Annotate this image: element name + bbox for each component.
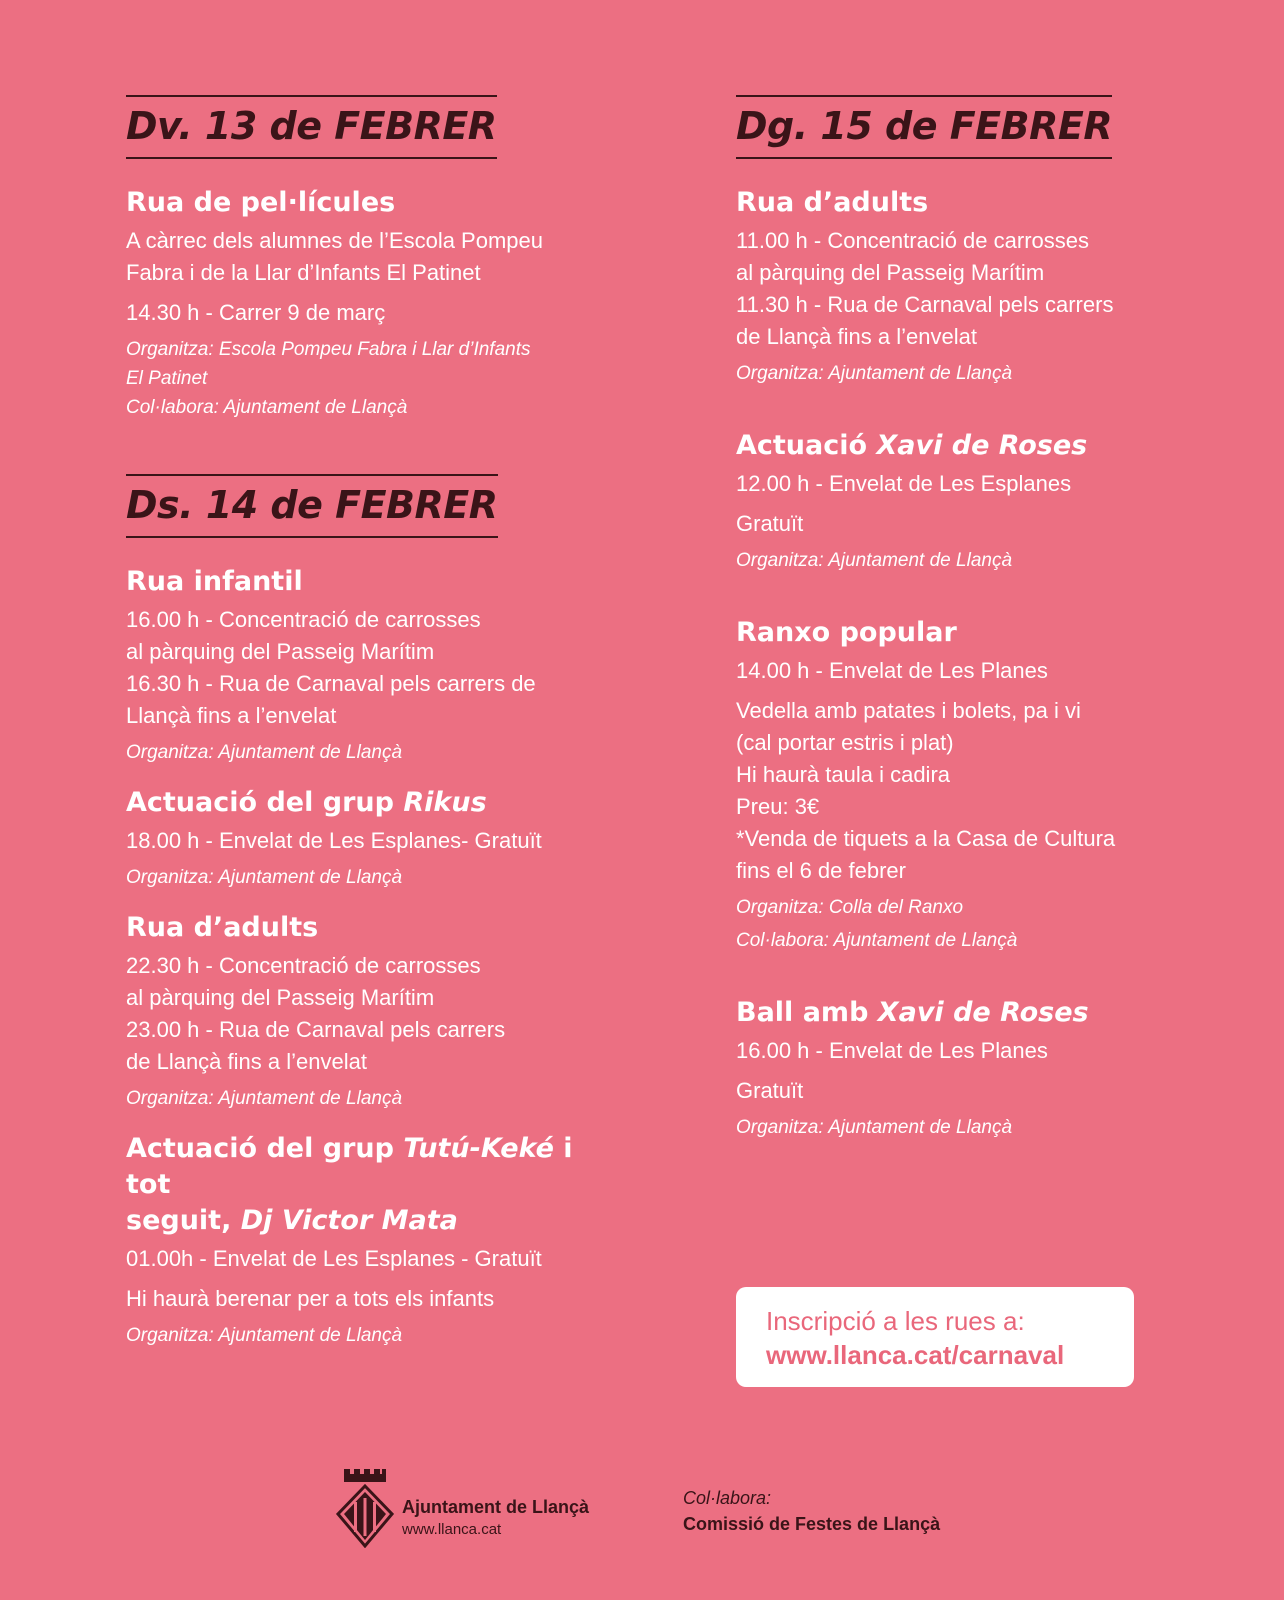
event-price: Preu: 3€ [736, 794, 820, 819]
event-organizer: Organitza: Ajuntament de Llançà [736, 363, 1013, 384]
event-line: Vedella amb patates i bolets, pa i vi [736, 698, 1081, 723]
event-organizer: Organitza: Ajuntament de Llançà [736, 1117, 1013, 1138]
event-title-name: Xavi de Roses [876, 430, 1088, 461]
footer-organization-name: Ajuntament de Llançà [402, 1497, 590, 1517]
event-line: 16.00 h - Envelat de Les Planes [736, 1038, 1048, 1063]
event-rua-infantil [126, 564, 626, 767]
coat-of-arms-icon [336, 1468, 394, 1548]
event-organizer: Organitza: Ajuntament de Llançà [126, 867, 403, 888]
registration-banner [736, 1287, 1134, 1387]
footer-collaborator-label: Col·labora: [683, 1488, 772, 1508]
event-title [736, 995, 1236, 1031]
event-ball-xavi-de-roses [736, 995, 1236, 1142]
event-title: Rua infantil [126, 566, 303, 597]
event-collaborator: Col·labora: Ajuntament de Llançà [736, 930, 1018, 951]
event-line: 18.00 h - Envelat de Les Esplanes- Gratuït [126, 828, 542, 853]
event-line: 11.00 h - Concentració de carrosses [736, 228, 1089, 253]
event-title-text: Actuació [736, 430, 877, 461]
event-line: de Llançà fins a l’envelat [126, 1049, 367, 1074]
event-xavi-de-roses-actuacio [736, 428, 1236, 575]
event-line: Hi haurà taula i cadira [736, 762, 951, 787]
event-organizer: Organitza: Ajuntament de Llançà [126, 742, 403, 763]
event-line: (cal portar estris i plat) [736, 730, 954, 755]
event-title-name: Rikus [403, 787, 487, 818]
event-organizer: El Patinet [126, 368, 208, 389]
registration-label: Inscripció a les rues a: [766, 1306, 1025, 1336]
event-organizer: Organitza: Ajuntament de Llançà [126, 1088, 403, 1109]
event-tutu-keke [126, 1131, 626, 1350]
event-line: al pàrquing del Passeig Marítim [126, 639, 435, 664]
event-line: 14.00 h - Envelat de Les Planes [736, 658, 1048, 683]
right-column [736, 95, 1236, 1142]
event-title-name: Dj Victor Mata [240, 1205, 458, 1236]
event-line: Gratuït [736, 1078, 804, 1103]
event-title-name: Xavi de Roses [877, 997, 1089, 1028]
event-rikus [126, 785, 626, 892]
event-title [736, 428, 1236, 464]
event-description: A càrrec dels alumnes de l’Escola Pompeu [126, 228, 543, 253]
event-line: Gratuït [736, 511, 804, 536]
event-title: Ranxo popular [736, 617, 957, 648]
event-time: 14.30 h - Carrer 9 de març [126, 300, 386, 325]
event-line: 16.30 h - Rua de Carnaval pels carrers de [126, 671, 536, 696]
event-collaborator: Col·labora: Ajuntament de Llançà [126, 397, 408, 418]
event-line: 12.00 h - Envelat de Les Esplanes [736, 471, 1072, 496]
footer-url[interactable]: www.llanca.cat [402, 1521, 502, 1538]
event-line: Llançà fins a l’envelat [126, 703, 337, 728]
day-heading-friday: Dv. 13 de FEBRER [126, 95, 497, 159]
event-line: 23.00 h - Rua de Carnaval pels carrers [126, 1017, 506, 1042]
event-title [126, 785, 626, 821]
event-line: al pàrquing del Passeig Marítim [736, 260, 1045, 285]
event-title [126, 1131, 626, 1203]
event-rua-adults-sunday [736, 185, 1236, 388]
event-title: Rua de pel·lícules [126, 187, 396, 218]
event-line: 22.30 h - Concentració de carrosses [126, 953, 481, 978]
registration-link[interactable]: www.llanca.cat/carnaval [766, 1340, 1065, 1370]
event-title: Rua d’adults [126, 912, 319, 943]
event-title-text: seguit, [126, 1205, 241, 1236]
event-line: fins el 6 de febrer [736, 858, 906, 883]
event-line: *Venda de tiquets a la Casa de Cultura [736, 826, 1116, 851]
event-title: Rua d’adults [736, 187, 929, 218]
event-title-text: Actuació del grup [126, 787, 404, 818]
event-line: al pàrquing del Passeig Marítim [126, 985, 435, 1010]
event-organizer: Organitza: Ajuntament de Llançà [126, 1325, 403, 1346]
day-heading-saturday: Ds. 14 de FEBRER [126, 474, 498, 538]
footer-collaborator-name: Comissió de Festes de Llançà [683, 1514, 941, 1534]
event-organizer: Organitza: Colla del Ranxo [736, 897, 964, 918]
event-organizer: Organitza: Escola Pompeu Fabra i Llar d’Infants [126, 339, 531, 360]
event-title-line2 [126, 1203, 626, 1239]
event-title-text: Ball amb [736, 997, 878, 1028]
event-line: de Llançà fins a l’envelat [736, 324, 977, 349]
event-rua-adults-saturday [126, 910, 626, 1113]
event-line: 16.00 h - Concentració de carrosses [126, 607, 481, 632]
event-title-text: Actuació del grup [126, 1133, 404, 1164]
event-ranxo-popular [736, 615, 1236, 955]
left-column [126, 95, 626, 1350]
event-title-name: Tutú-Keké [403, 1133, 554, 1164]
event-line: 11.30 h - Rua de Carnaval pels carrers [736, 292, 1114, 317]
event-organizer: Organitza: Ajuntament de Llançà [736, 550, 1013, 571]
event-description: Fabra i de la Llar d’Infants El Patinet [126, 260, 481, 285]
event-line: 01.00h - Envelat de Les Esplanes - Gratuït [126, 1246, 542, 1271]
event-line: Hi haurà berenar per a tots els infants [126, 1286, 495, 1311]
event-rua-pellicules [126, 185, 626, 422]
day-heading-sunday: Dg. 15 de FEBRER [736, 95, 1112, 159]
event-title-text: i tot [126, 1133, 573, 1200]
